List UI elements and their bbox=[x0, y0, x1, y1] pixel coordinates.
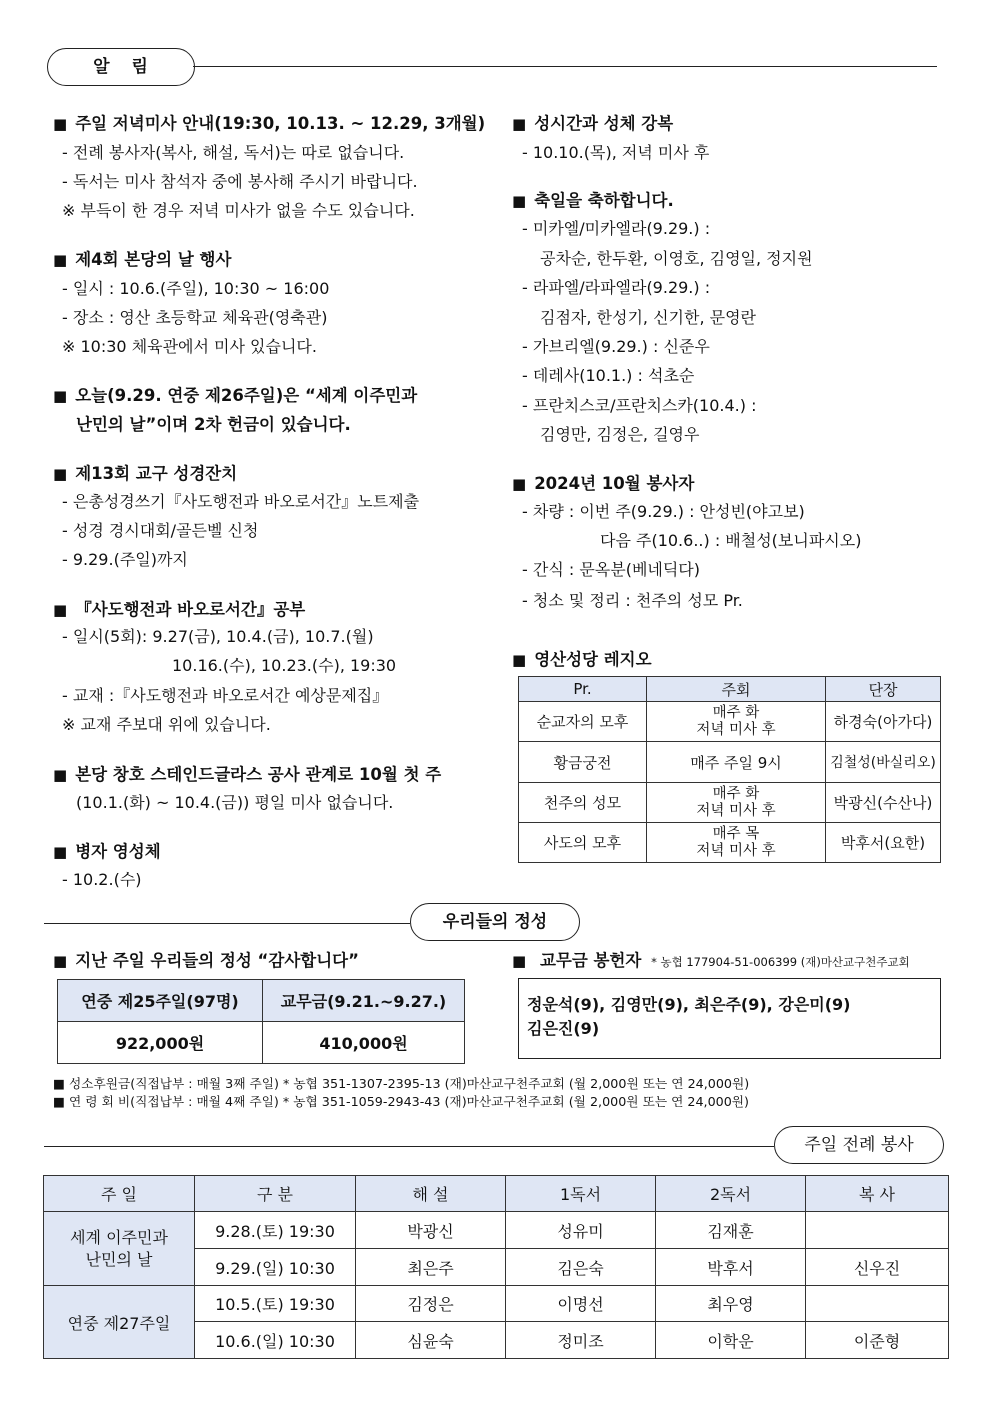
legio-pr: 황금궁전 bbox=[519, 742, 647, 783]
notice-divider bbox=[193, 66, 937, 67]
legio-header: 단장 bbox=[826, 677, 941, 702]
liturgy-header: 1독서 bbox=[506, 1176, 656, 1212]
notice-heading: ■ 『사도행전과 바오로서간』공부 bbox=[53, 596, 305, 620]
notice-line: - 전례 봉사자(복사, 해설, 독서)는 따로 없습니다. bbox=[62, 143, 405, 162]
liturgy-server bbox=[806, 1212, 949, 1249]
notice-line: - 미카엘/미카엘라(9.29.) : bbox=[522, 219, 711, 238]
notice-line: 김점자, 한성기, 신기한, 문영란 bbox=[540, 308, 756, 327]
notice-line: - 교재 :『사도행전과 바오로서간 예상문제집』 bbox=[62, 686, 389, 705]
liturgy-time: 9.29.(일) 10:30 bbox=[195, 1249, 356, 1286]
notice-heading: ■ 오늘(9.29. 연중 제26주일)은 “세계 이주민과 bbox=[53, 382, 417, 406]
table-row bbox=[519, 823, 941, 863]
liturgy-reader1: 김은숙 bbox=[506, 1249, 656, 1286]
notice-line: - 9.29.(주일)까지 bbox=[62, 550, 188, 569]
donors-heading bbox=[512, 947, 910, 971]
legio-meeting: 매주 화 저녁 미사 후 bbox=[647, 783, 826, 823]
liturgy-reader2: 최우영 bbox=[656, 1286, 806, 1322]
notice-line: - 독서는 미사 참석자 중에 봉사해 주시기 바랍니다. bbox=[62, 172, 418, 191]
liturgy-commentator: 김정은 bbox=[356, 1286, 506, 1322]
notice-line: ※ 교재 주보대 위에 있습니다. bbox=[62, 715, 271, 734]
liturgy-header: 구 분 bbox=[195, 1176, 356, 1212]
liturgy-header: 해 설 bbox=[356, 1176, 506, 1212]
notice-line: 난민의 날”이며 2차 헌금이 있습니다. bbox=[76, 415, 351, 434]
notice-line: - 데레사(10.1.) : 석초순 bbox=[522, 366, 695, 385]
legio-table bbox=[518, 676, 941, 863]
legio-pr: 사도의 모후 bbox=[519, 823, 647, 863]
table-row bbox=[44, 1286, 949, 1322]
liturgy-commentator: 심윤숙 bbox=[356, 1322, 506, 1359]
legio-pr: 천주의 성모 bbox=[519, 783, 647, 823]
liturgy-table bbox=[43, 1175, 949, 1359]
notice-heading: ■ 2024년 10월 봉사자 bbox=[512, 470, 694, 494]
liturgy-time: 10.5.(토) 19:30 bbox=[195, 1286, 356, 1322]
table-row bbox=[44, 1212, 949, 1249]
liturgy-server: 신우진 bbox=[806, 1249, 949, 1286]
liturgy-header: 복 사 bbox=[806, 1176, 949, 1212]
offering-header: 연중 제25주일(97명) bbox=[58, 980, 263, 1022]
notice-line: - 간식 : 문옥분(베네딕다) bbox=[522, 560, 701, 579]
legio-header: Pr. bbox=[519, 677, 647, 702]
notice-line: - 일시 : 10.6.(주일), 10:30 ~ 16:00 bbox=[62, 279, 330, 298]
liturgy-commentator: 최은주 bbox=[356, 1249, 506, 1286]
liturgy-server bbox=[806, 1286, 949, 1322]
notice-heading: ■ 축일을 축하합니다. bbox=[512, 187, 674, 211]
offering-divider bbox=[44, 923, 410, 924]
table-row bbox=[519, 702, 941, 742]
liturgy-reader1: 성유미 bbox=[506, 1212, 656, 1249]
notice-line: - 10.10.(목), 저녁 미사 후 bbox=[522, 143, 710, 162]
notice-line: - 프란치스코/프란치스카(10.4.) : bbox=[522, 396, 757, 415]
liturgy-reader2: 이학운 bbox=[656, 1322, 806, 1359]
offering-note: ■ 연 령 회 비(직접납부 : 매월 4째 주일) * 농협 351-1059-2943-43 (재)마산교구천주교회 (월 2,000원 또는 연 24,000원) bbox=[53, 1094, 750, 1109]
liturgy-header: 주 일 bbox=[44, 1176, 195, 1212]
notice-line: ※ 10:30 체육관에서 미사 있습니다. bbox=[62, 337, 317, 356]
liturgy-reader2: 김재훈 bbox=[656, 1212, 806, 1249]
legio-leader: 하경숙(아가다) bbox=[826, 702, 941, 742]
offering-heading: ■ 지난 주일 우리들의 정성 “감사합니다” bbox=[53, 947, 359, 971]
notice-heading: ■ 병자 영성체 bbox=[53, 838, 161, 862]
table-row bbox=[58, 1022, 465, 1064]
notice-heading: ■ 주일 저녁미사 안내(19:30, 10.13. ~ 12.29, 3개월) bbox=[53, 110, 485, 134]
notice-line: 김영만, 김정은, 길영우 bbox=[540, 425, 700, 444]
liturgy-sunday: 연중 제27주일 bbox=[44, 1286, 195, 1359]
offering-header: 교무금(9.21.~9.27.) bbox=[263, 980, 465, 1022]
notice-heading: ■ 본당 창호 스테인드글라스 공사 관계로 10월 첫 주 bbox=[53, 761, 441, 785]
liturgy-commentator: 박광신 bbox=[356, 1212, 506, 1249]
legio-leader: 김철성(바실리오) bbox=[826, 742, 941, 783]
liturgy-reader2: 박후서 bbox=[656, 1249, 806, 1286]
notice-line: - 가브리엘(9.29.) : 신준우 bbox=[522, 337, 710, 356]
legio-meeting: 매주 주일 9시 bbox=[647, 742, 826, 783]
notice-line: 다음 주(10.6..) : 배철성(보니파시오) bbox=[600, 531, 862, 550]
liturgy-header: 2독서 bbox=[656, 1176, 806, 1212]
notice-line: - 10.2.(수) bbox=[62, 870, 142, 889]
notice-heading: ■ 제13회 교구 성경잔치 bbox=[53, 460, 237, 484]
notice-line: - 은총성경쓰기『사도행전과 바오로서간』노트제출 bbox=[62, 492, 420, 511]
notice-line: - 성경 경시대회/골든벨 신청 bbox=[62, 521, 259, 540]
legio-pr: 순교자의 모후 bbox=[519, 702, 647, 742]
liturgy-time: 10.6.(일) 10:30 bbox=[195, 1322, 356, 1359]
notice-line: - 라파엘/라파엘라(9.29.) : bbox=[522, 278, 711, 297]
notice-line: 공차순, 한두환, 이영호, 김영일, 정지원 bbox=[540, 249, 813, 268]
notice-heading: ■ 제4회 본당의 날 행사 bbox=[53, 246, 231, 270]
legio-meeting: 매주 목 저녁 미사 후 bbox=[647, 823, 826, 863]
legio-meeting: 매주 화 저녁 미사 후 bbox=[647, 702, 826, 742]
notice-line: - 청소 및 정리 : 천주의 성모 Pr. bbox=[522, 591, 743, 610]
notice-line: - 장소 : 영산 초등학교 체육관(영축관) bbox=[62, 308, 328, 327]
donors-account: * 농협 177904-51-006399 (재)마산교구천주교회 bbox=[651, 955, 910, 969]
notice-title: 알 림 bbox=[47, 48, 195, 86]
legio-leader: 박광신(수산나) bbox=[826, 783, 941, 823]
legio-header: 주회 bbox=[647, 677, 826, 702]
table-row bbox=[519, 742, 941, 783]
notice-heading: ■ 성시간과 성체 강복 bbox=[512, 110, 673, 134]
liturgy-reader1: 이명선 bbox=[506, 1286, 656, 1322]
table-row bbox=[519, 783, 941, 823]
offering-note: ■ 성소후원금(직접납부 : 매월 3째 주일) * 농협 351-1307-2395-13 (재)마산교구천주교회 (월 2,000원 또는 연 24,000원) bbox=[53, 1076, 750, 1091]
liturgy-title: 주일 전례 봉사 bbox=[774, 1126, 944, 1164]
notice-heading: ■ 영산성당 레지오 bbox=[512, 646, 652, 670]
notice-line: - 차량 : 이번 주(9.29.) : 안성빈(야고보) bbox=[522, 502, 805, 521]
offering-table bbox=[57, 979, 465, 1064]
liturgy-sunday: 세계 이주민과 난민의 날 bbox=[44, 1212, 195, 1286]
offering-value: 922,000원 bbox=[58, 1022, 263, 1064]
donors-list: 정운석(9), 김영만(9), 최은주(9), 강은미(9) 김은진(9) bbox=[527, 995, 851, 1038]
offering-title: 우리들의 정성 bbox=[410, 903, 580, 941]
donors-heading-label: 교무금 봉헌자 bbox=[539, 951, 642, 970]
notice-line: (10.1.(화) ~ 10.4.(금)) 평일 미사 없습니다. bbox=[76, 793, 394, 812]
notice-line: - 일시(5회): 9.27(금), 10.4.(금), 10.7.(월) bbox=[62, 627, 374, 646]
notice-line: 10.16.(수), 10.23.(수), 19:30 bbox=[172, 656, 397, 675]
legio-leader: 박후서(요한) bbox=[826, 823, 941, 863]
liturgy-reader1: 정미조 bbox=[506, 1322, 656, 1359]
offering-value: 410,000원 bbox=[263, 1022, 465, 1064]
liturgy-divider bbox=[44, 1146, 774, 1147]
liturgy-server: 이준형 bbox=[806, 1322, 949, 1359]
notice-line: ※ 부득이 한 경우 저녁 미사가 없을 수도 있습니다. bbox=[62, 201, 415, 220]
donors-box bbox=[518, 978, 941, 1059]
liturgy-time: 9.28.(토) 19:30 bbox=[195, 1212, 356, 1249]
